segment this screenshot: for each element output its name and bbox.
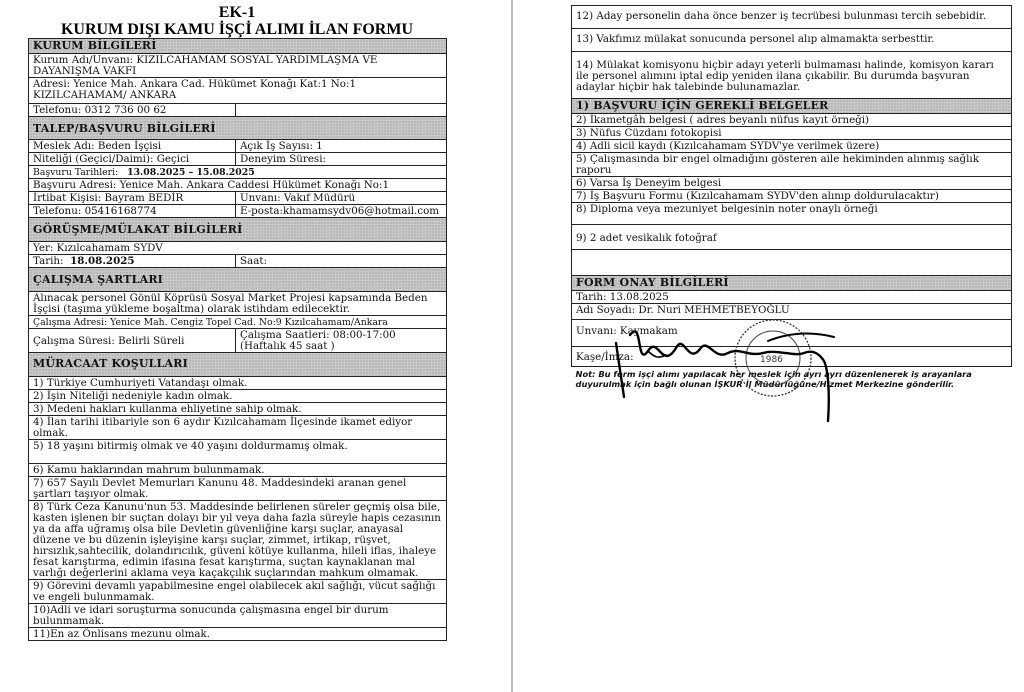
interview-place: Yer: Kızılcahamam SYDV [29,242,447,255]
interview-date-value: 18.08.2025 [70,255,135,267]
approval-note: Not: Bu form işçi alımı yapılacak her meslek için ayrı ayrı düzenlenerek iş arayanlara duyurulmak için bağlı olunan İŞKUR İl Müdürlüğüne/Hizmet Merkezine gönderilir. [575,369,972,389]
form-title: KURUM DIŞI KAMU İŞÇİ ALIMI İLAN FORMU [60,21,413,38]
document-item-2: 2) İkametgâh belgesi ( adres beyanlı nüfus kayıt örneği) [572,114,1012,127]
condition-item-1: 1) Türkiye Cumhuriyeti Vatandaşı olmak. [29,377,447,390]
condition-item-2: 2) İşin Niteliği nedeniyle kadın olmak. [29,390,447,403]
approval-header: FORM ONAY BİLGİLERİ [572,276,1012,291]
condition-item-5: 5) 18 yaşını bitirmiş olmak ve 40 yaşını doldurmamış olmak. [29,440,447,464]
document-item-7: 7) İş Başvuru Formu (Kızılcahamam SYDV'den alınıp doldurulacaktır) [572,190,1012,203]
blank-row [572,250,1012,276]
document-item-5: 5) Çalışmasında bir engel olmadığını gösteren aile hekiminden alınmış sağlık raporu [572,153,1012,177]
application-dates-label: Başvuru Tarihleri: [33,167,119,178]
institution-header: KURUM BİLGİLERİ [29,39,447,54]
contact-phone: Telefonu: 05416168774 [29,205,236,218]
contact-email: E-posta:khamamsydv06@hotmail.com [236,205,447,218]
interview-date-label: Tarih: [33,255,64,267]
work-duration: Çalışma Süresi: Belirli Süreli [29,329,236,353]
experience-duration: Deneyim Süresi: [236,153,447,166]
condition-item-12: 12) Aday personelin daha önce benzer iş tecrübesi bulunması tercih sebebidir. [572,6,1012,29]
condition-item-10: 10)Adli ve idari soruşturma sonucunda çalışmasına engel bir durum bulunmamak. [29,604,447,628]
work-description: Alınacak personel Gönül Köprüsü Sosyal Market Projesi kapsamında Beden İşçisi (taşıma yükleme boşaltma) olarak istihdam edilecektir. [29,292,447,316]
documents-header: 1) BAŞVURU İÇİN GEREKLİ BELGELER [572,99,1012,114]
stamp-year: 1986 [760,355,783,365]
document-item-9: 9) 2 adet vesikalık fotoğraf [572,225,1012,250]
contact-title: Unvanı: Vakıf Müdürü [236,192,447,205]
institution-phone: Telefonu: 0312 736 00 62 [29,104,236,117]
document-number: EK-1 [218,4,256,21]
application-dates-value: 13.08.2025 – 15.08.2025 [127,167,255,178]
continuation-table [571,5,1012,391]
application-dates [29,166,447,179]
work-address: Çalışma Adresi: Yenice Mah. Cengiz Topel Cad. No:9 Kızılcahamam/Ankara [29,316,447,329]
note-cell [572,367,1012,392]
left-page [28,0,446,641]
profession: Meslek Adı: Beden İşçisi [29,140,236,153]
work-hours: Çalışma Saatleri: 08:00-17:00 (Haftalık 45 saat ) [236,329,447,353]
institution-address: Adresi: Yenice Mah. Ankara Cad. Hükümet Konağı Kat:1 No:1 KIZILCAHAMAM/ ANKARA [29,78,447,104]
approver-title: Unvanı: Kaymakam [572,320,1012,347]
document-item-3: 3) Nüfus Cüzdanı fotokopisi [572,127,1012,140]
condition-item-6: 6) Kamu haklarından mahrum bulunmamak. [29,464,447,477]
condition-item-4: 4) İlan tarihi itibariyle son 6 aydır Kızılcahamam İlçesinde ikamet ediyor olmak. [29,416,447,440]
interview-date [29,255,236,268]
document-item-6: 6) Varsa İş Deneyim belgesi [572,177,1012,190]
condition-item-14: 14) Mülakat komisyonu hiçbir adayı yeterli bulmaması halinde, komisyon kararı ile personel alımını iptal edip yeniden ilana çıkabilir. Bu durumda başvuran adaylar hiçbir hak talebinde bulunamazlar. [572,52,1012,99]
open-positions: Açık İş Sayısı: 1 [236,140,447,153]
approver-name: Adı Soyadı: Dr. Nuri MEHMETBEYOĞLU [572,304,1012,320]
condition-item-9: 9) Görevini devamlı yapabilmesine engel olabilecek akıl sağlığı, vücut sağlığı ve engeli bulunmamak. [29,580,447,604]
request-header: TALEP/BAŞVURU BİLGİLERİ [29,117,447,140]
right-page [571,0,1012,391]
employment-nature: Niteliği (Geçici/Daimi): Geçici [29,153,236,166]
page-divider [511,0,513,692]
condition-item-11: 11)En az Önlisans mezunu olmak. [29,628,447,641]
interview-header: GÖRÜŞME/MÜLAKAT BİLGİLERİ [29,218,447,242]
institution-name: Kurum Adı/Unvanı: KIZILCAHAMAM SOSYAL YARDIMLAŞMA VE DAYANIŞMA VAKFI [29,54,447,78]
stamp-signature-label: Kaşe/İmza: [572,347,1012,367]
document-item-8: 8) Diploma veya mezuniyet belgesinin noter onaylı örneği [572,203,1012,225]
condition-item-3: 3) Medeni hakları kullanma ehliyetine sahip olmak. [29,403,447,416]
application-form-table [28,38,447,641]
application-address: Başvuru Adresi: Yenice Mah. Ankara Caddesi Hükümet Konağı No:1 [29,179,447,192]
condition-item-7: 7) 657 Sayılı Devlet Memurları Kanunu 48. Maddesindeki aranan genel şartları taşıyor olmak. [29,477,447,501]
document-item-4: 4) Adli sicil kaydı (Kızılcahamam SYDV'ye verilmek üzere) [572,140,1012,153]
condition-item-13: 13) Vakfımız mülakat sonucunda personel alıp almamakta serbesttir. [572,29,1012,52]
approval-date: Tarih: 13.08.2025 [572,291,1012,304]
work-header: ÇALIŞMA ŞARTLARI [29,268,447,292]
condition-item-8: 8) Türk Ceza Kanunu'nun 53. Maddesinde belirlenen süreler geçmiş olsa bile, kasten işlenen bir suçtan dolayı bir yıl veya daha fazla süreyle hapis cezasının ya da affa uğramış olsa bile Devletin güvenliğine karşı suçlar, anayasal düzene ve bu düzenin işleyişine karşı suçlar, zimmet, irtikap, rüşvet, hırsızlık,sahtecilik, dolandırıcılık, güveni kötüye kullanma, hileli iflas, ihaleye fesat karıştırma, edimin ifasına fesat karıştırma, suçtan kaynaklanan mal varlığı değerlerini aklama veya kaçakçılık suçlarından mahkum olmamak. [29,501,447,580]
contact-person: İrtibat Kişisi: Bayram BEDİR [29,192,236,205]
interview-time: Saat: [236,255,447,268]
conditions-header: MÜRACAAT KOŞULLARI [29,353,447,377]
